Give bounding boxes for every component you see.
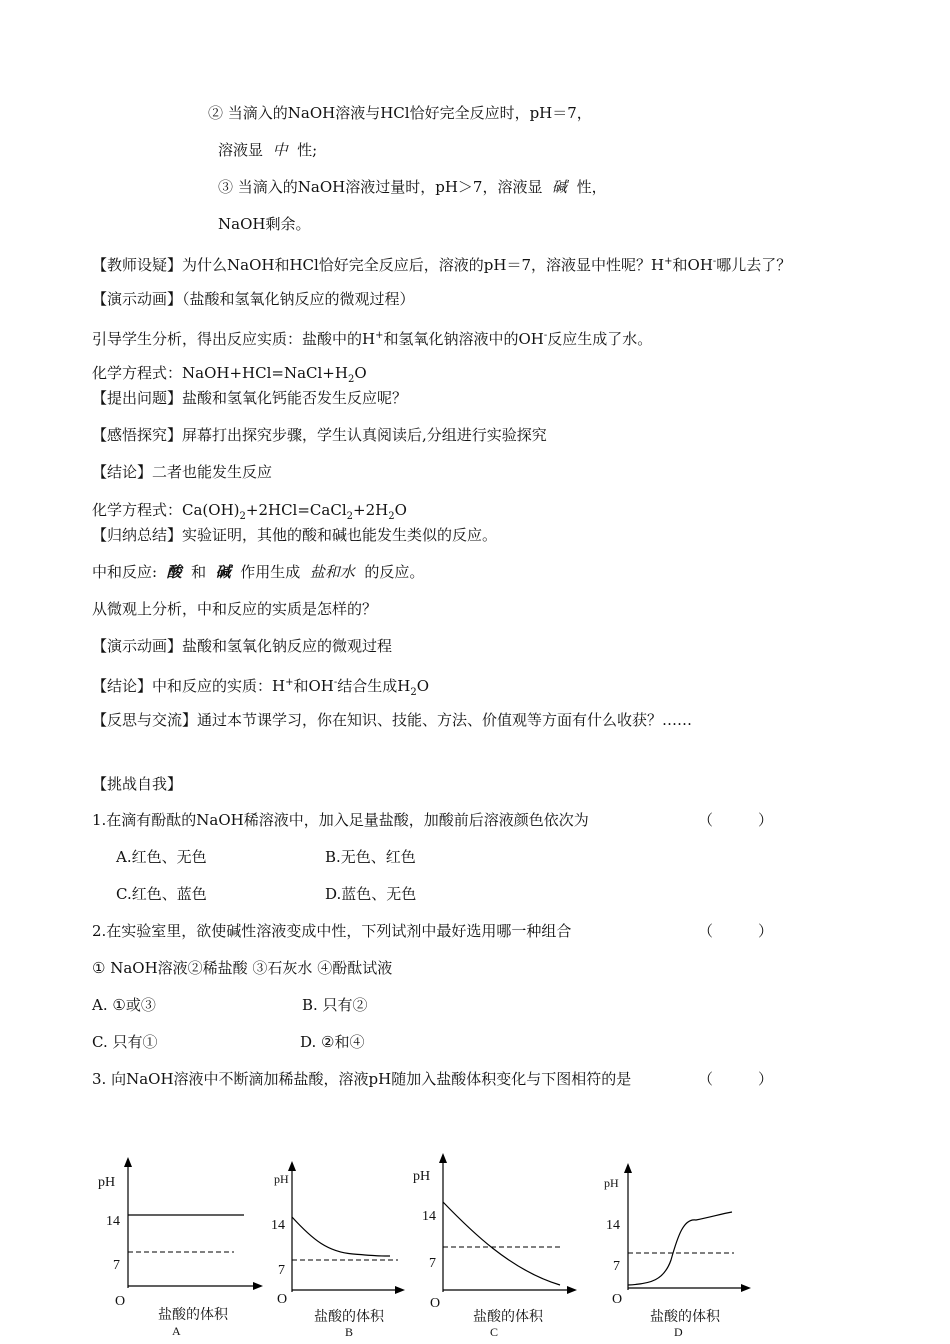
tick-14: 14	[106, 1214, 120, 1229]
curve-decreasing	[292, 1217, 390, 1256]
text: 【结论】二者也能发生反应	[92, 463, 273, 481]
line-excess	[218, 177, 607, 197]
text: 【演示动画】（盐酸和氢氧化钠反应的微观过程）	[92, 290, 415, 308]
text: +2H	[353, 501, 389, 519]
text: （ ）	[698, 922, 774, 940]
tick-7: 7	[113, 1258, 120, 1273]
y-label: pH	[413, 1169, 431, 1184]
text: 【反思与交流】通过本节课学习，你在知识、技能、方法、价值观等方面有什么收获？……	[92, 711, 693, 729]
question-1-answer-blank	[698, 810, 773, 830]
question-2	[92, 921, 571, 941]
line-teacher-question	[92, 252, 791, 275]
text: 【结论】中和反应的实质：H	[92, 677, 286, 695]
sup: -	[333, 677, 338, 688]
y-axis-arrow	[124, 1157, 132, 1167]
text: D. ②和④	[300, 1033, 365, 1051]
text: 反应生成了水。	[547, 330, 653, 348]
answer-acid: 酸	[166, 563, 182, 581]
y-axis-arrow	[288, 1161, 296, 1171]
line-summary	[92, 525, 497, 545]
curve-increasing	[628, 1212, 732, 1285]
graph-a	[92, 1140, 272, 1340]
origin-label: O	[115, 1294, 126, 1309]
tick-14: 14	[271, 1218, 285, 1233]
answer-basic: 碱	[552, 178, 568, 196]
line-demo-animation	[92, 289, 415, 309]
text: O	[354, 364, 367, 382]
x-label: 盐酸的体积	[158, 1308, 228, 1323]
tick-14: 14	[606, 1218, 620, 1233]
text: D.蓝色、无色	[325, 885, 417, 903]
origin-label: O	[612, 1292, 623, 1307]
tick-7: 7	[613, 1259, 620, 1274]
sup: -	[712, 256, 717, 267]
line-micro-analysis	[92, 599, 377, 619]
line-neutral	[218, 140, 317, 160]
tick-14: 14	[422, 1209, 436, 1224]
q2-option-d	[300, 1032, 364, 1052]
sub: 2	[239, 511, 246, 522]
y-label: pH	[98, 1175, 116, 1190]
answer-salt-water: 盐和水	[309, 563, 355, 581]
text: ③ 当滴入的NaOH溶液过量时，pH＞7，溶液显	[218, 178, 543, 196]
text: 溶液显	[218, 141, 264, 159]
x-axis-arrow	[395, 1286, 405, 1294]
line-reaction-equal	[208, 103, 592, 123]
q2-option-c	[92, 1032, 157, 1052]
text: A. ①或③	[92, 996, 156, 1014]
text: 中和反应:	[92, 563, 158, 581]
text: 化学方程式：NaOH+HCl=NaCl+H	[92, 364, 348, 382]
q1-option-a	[116, 847, 207, 867]
text: （ ）	[698, 811, 774, 829]
text: （ ）	[698, 1070, 774, 1088]
text: 的反应。	[364, 563, 425, 581]
text: ② 当滴入的NaOH溶液与HCl恰好完全反应时，pH＝7，	[208, 104, 592, 122]
text: 1.在滴有酚酞的NaOH稀溶液中，加入足量盐酸，加酸前后溶液颜色依次为	[92, 811, 589, 829]
text: 作用生成	[240, 563, 301, 581]
x-axis-arrow	[253, 1282, 263, 1290]
answer-base: 碱	[215, 563, 231, 581]
text: 【演示动画】盐酸和氢氧化钠反应的微观过程	[92, 637, 393, 655]
graph-d	[596, 1140, 766, 1340]
graph-label-a: A	[172, 1324, 181, 1338]
text: 和OH	[293, 677, 334, 695]
question-3	[92, 1069, 631, 1089]
answer-neutral: 中	[272, 141, 288, 159]
text: 【教师设疑】为什么NaOH和HCl恰好完全反应后，溶液的pH＝7，溶液显中性呢？H	[92, 256, 665, 274]
x-label: 盐酸的体积	[314, 1310, 384, 1325]
text: NaOH剩余。	[218, 215, 311, 233]
text: C.红色、蓝色	[116, 885, 207, 903]
q2-option-b	[302, 995, 368, 1015]
text: B.无色、红色	[325, 848, 416, 866]
line-inquiry	[92, 425, 547, 445]
y-axis-arrow	[624, 1163, 632, 1173]
sub: 2	[346, 511, 353, 522]
x-label: 盐酸的体积	[473, 1310, 543, 1325]
text: 和OH	[672, 256, 713, 274]
q1-option-b	[325, 847, 416, 867]
y-label: pH	[274, 1172, 289, 1186]
curve-decreasing	[443, 1202, 560, 1285]
question-3-answer-blank	[698, 1069, 773, 1089]
text: 【挑战自我】	[92, 775, 183, 793]
x-axis-arrow	[567, 1286, 577, 1294]
q2-option-a	[92, 995, 156, 1015]
text: 和	[191, 563, 207, 581]
q1-option-c	[116, 884, 207, 904]
challenge-title	[92, 774, 182, 794]
text: C. 只有①	[92, 1033, 158, 1051]
line-raise-question	[92, 388, 407, 408]
y-label: pH	[604, 1176, 619, 1190]
tick-7: 7	[278, 1263, 285, 1278]
text: 【感悟探究】屏幕打出探究步骤，学生认真阅读后,分组进行实验探究	[92, 426, 547, 444]
line-neutralization-def	[92, 562, 424, 582]
text: +2HCl=CaCl	[245, 501, 347, 519]
sup: -	[543, 330, 548, 341]
text: 【提出问题】盐酸和氢氧化钙能否发生反应呢？	[92, 389, 408, 407]
line-demo-animation-2	[92, 636, 392, 656]
question-2-answer-blank	[698, 921, 773, 941]
sup: +	[664, 256, 673, 267]
line-naoh-remain	[218, 214, 310, 234]
sup: +	[285, 677, 294, 688]
line-equation-2	[92, 500, 407, 527]
text: 和氢氧化钠溶液中的OH	[383, 330, 544, 348]
text: ① NaOH溶液②稀盐酸 ③石灰水 ④酚酞试液	[92, 959, 393, 977]
origin-label: O	[430, 1296, 441, 1311]
line-reflection	[92, 710, 692, 730]
origin-label: O	[277, 1292, 288, 1307]
text: 结合生成H	[337, 677, 411, 695]
tick-7: 7	[429, 1256, 436, 1271]
text: A.红色、无色	[116, 848, 207, 866]
text: 【归纳总结】实验证明，其他的酸和碱也能发生类似的反应。	[92, 526, 498, 544]
text: O	[394, 501, 407, 519]
text: 哪儿去了？	[716, 256, 792, 274]
graph-b	[268, 1140, 418, 1340]
text: 从微观上分析，中和反应的实质是怎样的？	[92, 600, 378, 618]
graph-label-d: D	[674, 1325, 683, 1339]
graph-c	[410, 1140, 590, 1340]
q1-option-d	[325, 884, 416, 904]
line-equation-1	[92, 363, 367, 390]
text: 3. 向NaOH溶液中不断滴加稀盐酸，溶液pH随加入盐酸体积变化与下图相符的是	[92, 1070, 632, 1088]
sub: 2	[347, 374, 355, 385]
line-conclusion-1	[92, 462, 272, 482]
x-axis-arrow	[741, 1284, 751, 1292]
text: 2.在实验室里，欲使碱性溶液变成中性，下列试剂中最好选用哪一种组合	[92, 922, 572, 940]
text: 性，	[576, 178, 607, 196]
text: O	[416, 677, 430, 695]
text: B. 只有②	[302, 996, 368, 1014]
sup: +	[375, 330, 384, 341]
y-axis-arrow	[439, 1153, 447, 1163]
sub: 2	[388, 511, 395, 522]
graph-label-c: C	[490, 1325, 499, 1339]
sub: 2	[410, 687, 417, 698]
text: 性;	[297, 141, 318, 159]
text: 引导学生分析，得出反应实质：盐酸中的H	[92, 330, 376, 348]
text: 化学方程式：Ca(OH)	[92, 501, 240, 519]
q2-items	[92, 958, 392, 978]
graph-label-b: B	[345, 1325, 354, 1339]
x-label: 盐酸的体积	[650, 1310, 720, 1325]
question-1	[92, 810, 589, 830]
line-conclusion-2	[92, 673, 429, 703]
line-guide-analysis	[92, 326, 652, 349]
